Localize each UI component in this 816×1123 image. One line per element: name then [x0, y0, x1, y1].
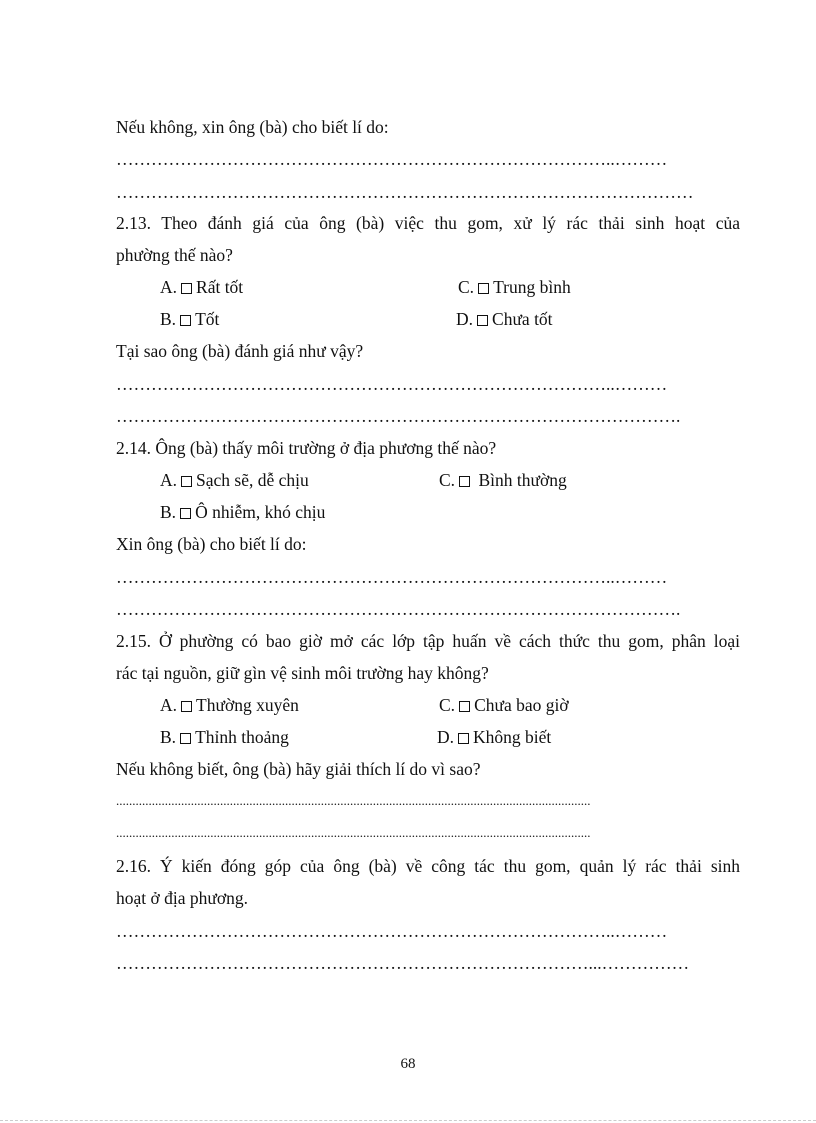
- question-2-15: 2.15. Ở phường có bao giờ mở các lớp tập huấn về cách thức thu gom, phân loại: [116, 631, 740, 651]
- option-text: Rất tốt: [196, 277, 244, 297]
- question-2-13: 2.13. Theo đánh giá của ông (bà) việc thu gom, xử lý rác thải sinh hoạt của: [116, 213, 740, 233]
- checkbox-icon[interactable]: [181, 701, 192, 712]
- reason-prompt-2-15: Nếu không biết, ông (bà) hãy giải thích lí do vì sao?: [116, 759, 481, 779]
- option-letter: B.: [160, 309, 177, 329]
- option-letter: B.: [160, 727, 177, 747]
- checkbox-icon[interactable]: [459, 476, 470, 487]
- answer-dotted-line: ..................................................................................................................................................: [116, 793, 591, 808]
- option-letter: B.: [160, 502, 177, 522]
- option-q215-c[interactable]: [439, 694, 569, 716]
- option-text: Trung bình: [493, 277, 571, 297]
- option-letter: A.: [160, 277, 178, 297]
- checkbox-icon[interactable]: [181, 283, 192, 294]
- page-bottom-divider: [0, 1120, 816, 1121]
- option-q213-d[interactable]: [456, 308, 553, 330]
- answer-dotted-line: …………………………………………………………………………………….: [116, 406, 681, 426]
- reason-prompt-2-13: Tại sao ông (bà) đánh giá như vậy?: [116, 341, 364, 361]
- option-letter: A.: [160, 695, 178, 715]
- option-letter: D.: [437, 727, 455, 747]
- answer-dotted-line: …………………………………………………………………………..………: [116, 149, 668, 169]
- option-q214-b[interactable]: [160, 501, 325, 523]
- checkbox-icon[interactable]: [180, 508, 191, 519]
- option-q214-c[interactable]: [439, 469, 567, 491]
- checkbox-icon[interactable]: [478, 283, 489, 294]
- answer-dotted-line: ………………………………………………………………………...……………: [116, 953, 690, 973]
- option-q214-a[interactable]: [160, 469, 309, 491]
- option-text: Thường xuyên: [196, 695, 299, 715]
- checkbox-icon[interactable]: [180, 733, 191, 744]
- question-2-13-cont: phường thế nào?: [116, 245, 233, 265]
- option-text: Tốt: [195, 309, 220, 329]
- answer-dotted-line: …………………………………………………………………………..………: [116, 567, 668, 587]
- option-q213-b[interactable]: [160, 308, 219, 330]
- option-letter: C.: [439, 470, 456, 490]
- answer-dotted-line: ..................................................................................................................................................: [116, 825, 591, 840]
- option-text: Ô nhiễm, khó chịu: [195, 502, 326, 522]
- question-2-14: 2.14. Ông (bà) thấy môi trường ở địa phương thế nào?: [116, 438, 497, 458]
- answer-dotted-line: …………………………………………………………………………..………: [116, 921, 668, 941]
- option-q213-c[interactable]: [458, 276, 571, 298]
- option-letter: C.: [439, 695, 456, 715]
- question-2-16: 2.16. Ý kiến đóng góp của ông (bà) về công tác thu gom, quản lý rác thải sinh: [116, 856, 740, 876]
- answer-dotted-line: ………………………………………………………………………………………: [116, 182, 694, 202]
- option-text: Sạch sẽ, dễ chịu: [196, 470, 309, 490]
- page-number: 68: [400, 1056, 416, 1072]
- option-text: Chưa tốt: [492, 309, 553, 329]
- option-letter: A.: [160, 470, 178, 490]
- question-2-16-cont: hoạt ở địa phương.: [116, 888, 249, 908]
- question-2-15-cont: rác tại nguồn, giữ gìn vệ sinh môi trường hay không?: [116, 663, 489, 683]
- option-text: Thỉnh thoảng: [195, 727, 289, 747]
- answer-dotted-line: …………………………………………………………………………..………: [116, 374, 668, 394]
- option-q213-a[interactable]: [160, 276, 243, 298]
- checkbox-icon[interactable]: [458, 733, 469, 744]
- reason-prompt-prev: Nếu không, xin ông (bà) cho biết lí do:: [116, 117, 389, 137]
- checkbox-icon[interactable]: [180, 315, 191, 326]
- checkbox-icon[interactable]: [459, 701, 470, 712]
- option-text: Bình thường: [474, 470, 567, 490]
- option-letter: C.: [458, 277, 475, 297]
- option-text: Chưa bao giờ: [474, 695, 569, 715]
- option-letter: D.: [456, 309, 474, 329]
- checkbox-icon[interactable]: [477, 315, 488, 326]
- option-q215-d[interactable]: [437, 726, 551, 748]
- reason-prompt-2-14: Xin ông (bà) cho biết lí do:: [116, 534, 307, 554]
- option-text: Không biết: [473, 727, 552, 747]
- answer-dotted-line: …………………………………………………………………………………….: [116, 599, 681, 619]
- option-q215-b[interactable]: [160, 726, 289, 748]
- checkbox-icon[interactable]: [181, 476, 192, 487]
- option-q215-a[interactable]: [160, 694, 299, 716]
